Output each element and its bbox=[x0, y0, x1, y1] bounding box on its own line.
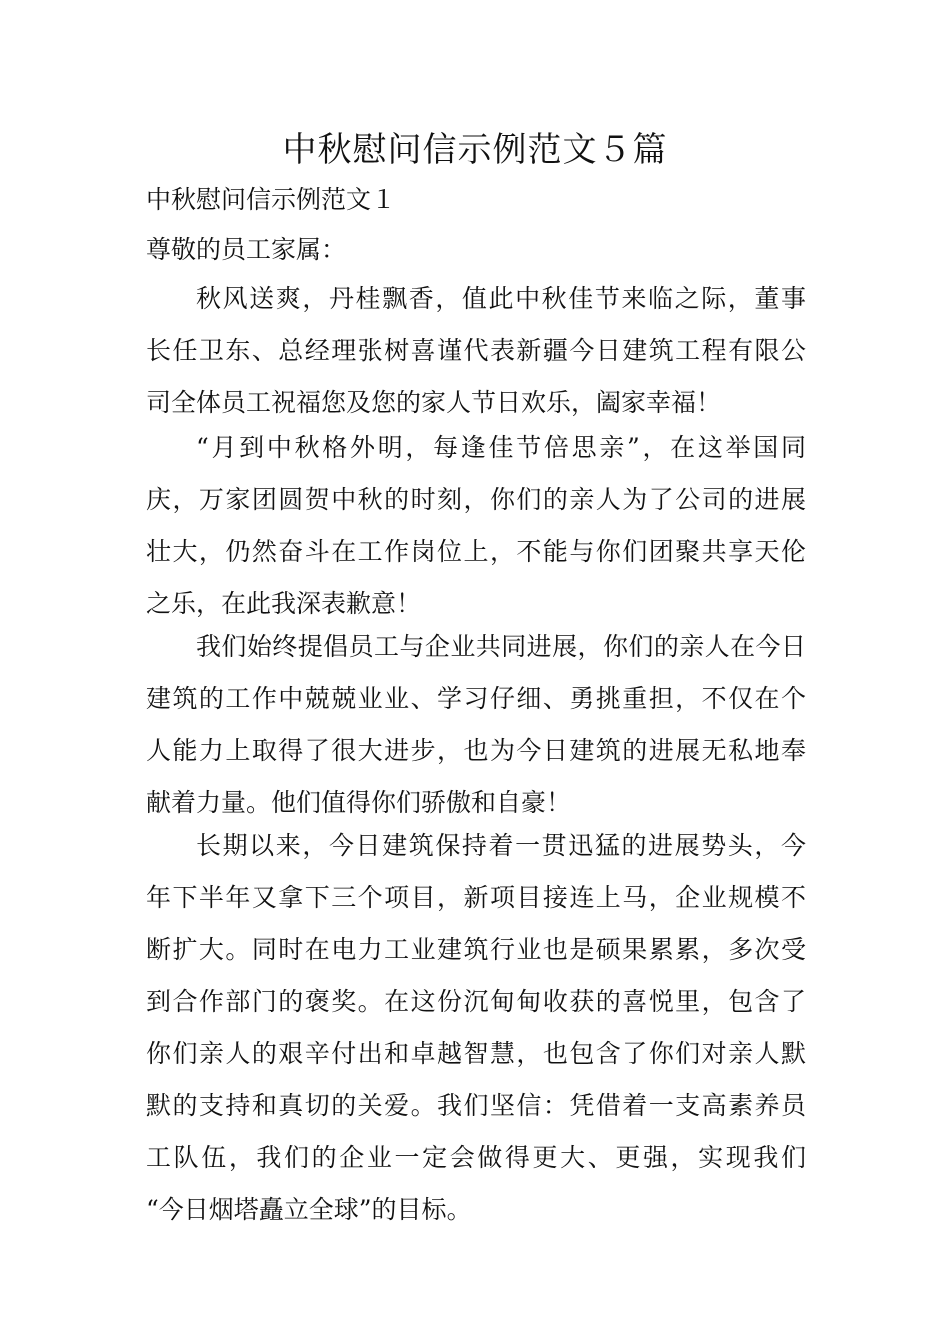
paragraph-1 bbox=[146, 273, 806, 429]
salutation: 尊敬的员工家属： bbox=[146, 235, 347, 264]
paragraph-line: 我们始终提倡员工与企业共同进展，你们的亲人在今日 bbox=[196, 632, 806, 661]
paragraph-line: 人能力上取得了很大进步，也为今日建筑的进展无私地奉 bbox=[146, 736, 806, 765]
paragraph-line: “今日烟塔矗立全球”的目标。 bbox=[146, 1195, 472, 1224]
paragraph-line: 断扩大。同时在电力工业建筑行业也是硕果累累，多次受 bbox=[146, 935, 806, 964]
paragraph-line: 秋风送爽，丹桂飘香，值此中秋佳节来临之际，董事 bbox=[196, 284, 806, 313]
paragraph-line: “月到中秋格外明，每逢佳节倍思亲”，在这举国同 bbox=[196, 433, 806, 462]
paragraph-line: 年下半年又拿下三个项目，新项目接连上马，企业规模不 bbox=[146, 883, 806, 912]
paragraph-line: 司全体员工祝福您及您的家人节日欢乐，阖家幸福！ bbox=[146, 388, 722, 417]
paragraph-line: 之乐，在此我深表歉意！ bbox=[146, 589, 422, 618]
paragraph-4 bbox=[146, 820, 806, 1236]
paragraph-line: 默的支持和真切的关爱。我们坚信：凭借着一支高素养员 bbox=[146, 1091, 806, 1120]
paragraph-line: 壮大，仍然奋斗在工作岗位上，不能与你们团聚共享天伦 bbox=[146, 537, 806, 566]
paragraph-line: 长任卫东、总经理张树喜谨代表新疆今日建筑工程有限公 bbox=[146, 336, 806, 365]
paragraph-line: 庆，万家团圆贺中秋的时刻，你们的亲人为了公司的进展 bbox=[146, 485, 806, 514]
paragraph-line: 建筑的工作中兢兢业业、学习仔细、勇挑重担，不仅在个 bbox=[146, 684, 806, 713]
paragraph-2 bbox=[146, 422, 806, 630]
paragraph-line: 长期以来，今日建筑保持着一贯迅猛的进展势头，今 bbox=[196, 831, 806, 860]
section-heading: 中秋慰问信示例范文１ bbox=[146, 185, 397, 214]
paragraph-line: 你们亲人的艰辛付出和卓越智慧，也包含了你们对亲人默 bbox=[146, 1039, 806, 1068]
document-title: 中秋慰问信示例范文５篇 bbox=[282, 130, 668, 170]
paragraph-3 bbox=[146, 621, 806, 829]
paragraph-line: 到合作部门的褒奖。在这份沉甸甸收获的喜悦里，包含了 bbox=[146, 987, 806, 1016]
paragraph-line: 献着力量。他们值得你们骄傲和自豪！ bbox=[146, 788, 572, 817]
paragraph-line: 工队伍，我们的企业一定会做得更大、更强，实现我们 bbox=[146, 1143, 806, 1172]
